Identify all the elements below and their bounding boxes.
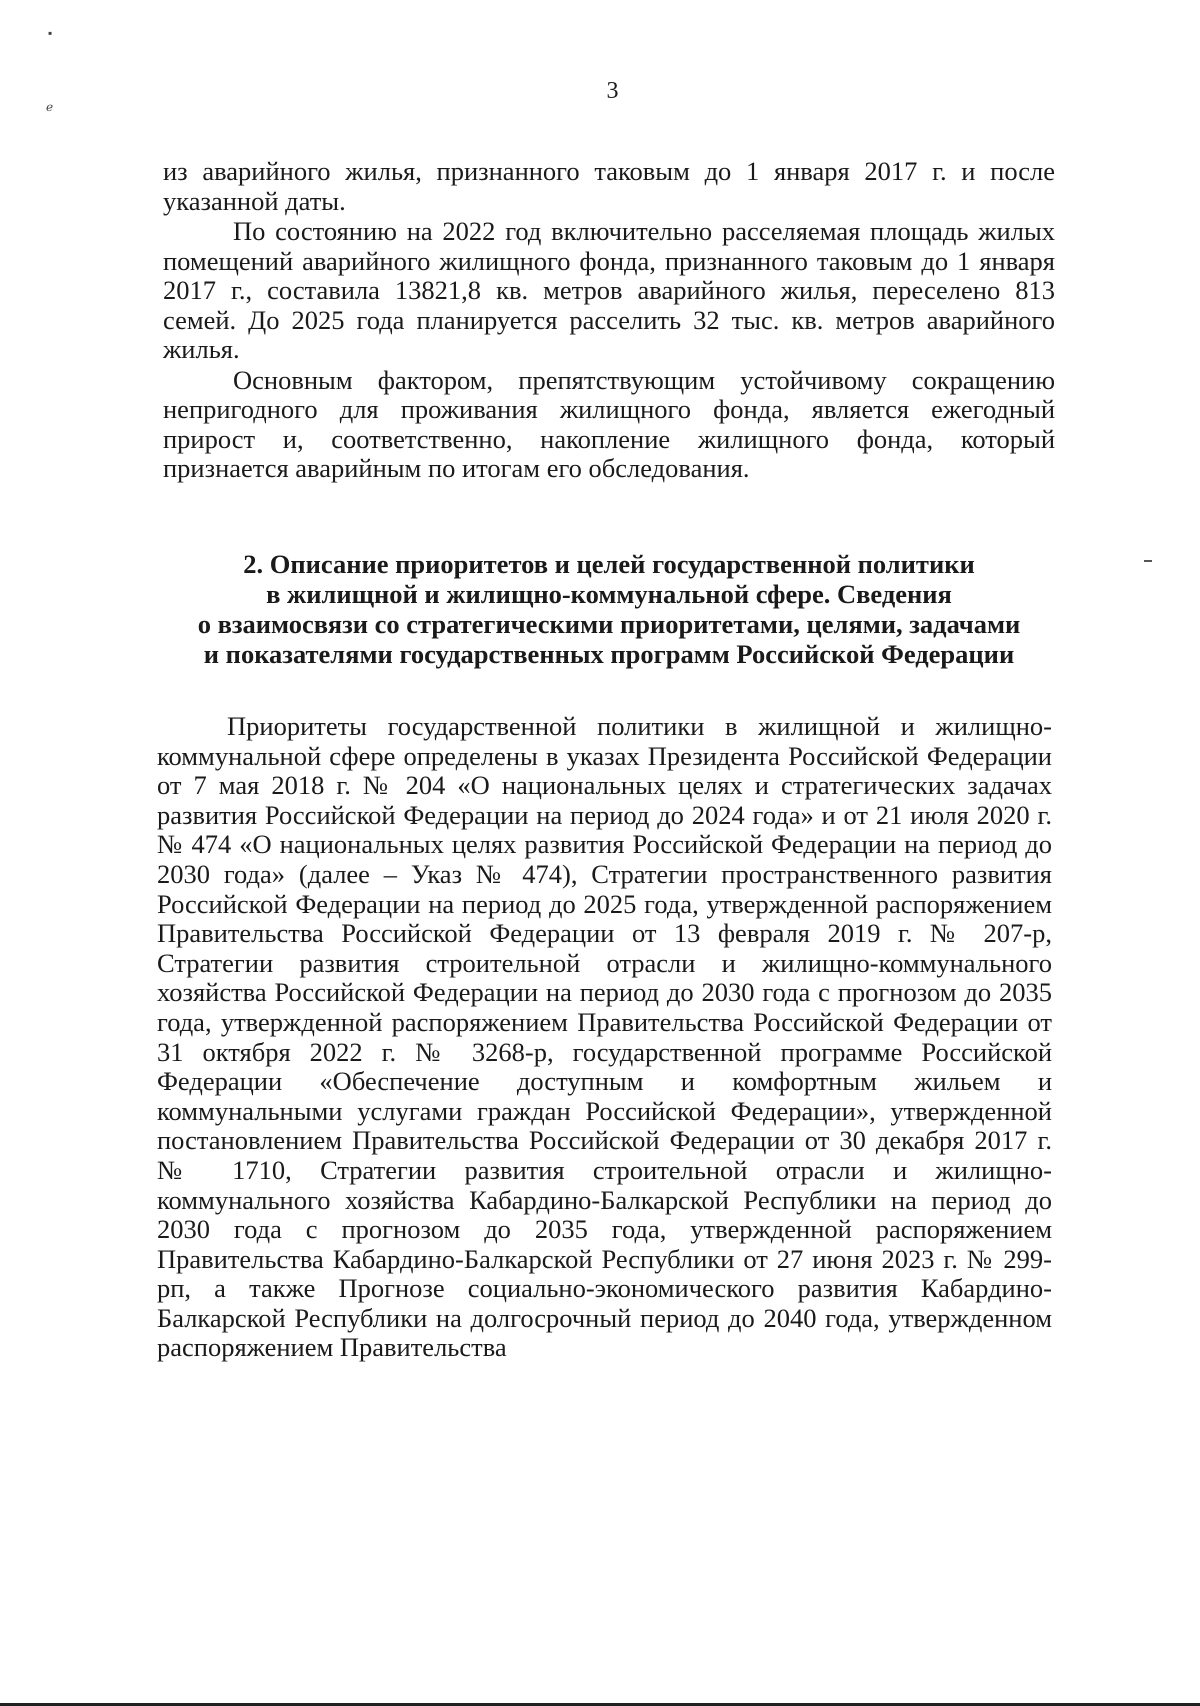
- page-number: 3: [606, 78, 619, 104]
- scan-mark: [1144, 560, 1152, 562]
- scan-mark: ▪: [48, 26, 53, 40]
- intro-text: [163, 157, 1055, 484]
- section-heading: [163, 549, 1055, 669]
- paragraph: из аварийного жилья, признанного таковым до 1 января 2017 г. и после указанной даты.: [163, 156, 1055, 216]
- heading-line: в жилищной и жилищно-коммунальной сфере. Сведения: [266, 579, 952, 609]
- scan-mark: ℯ: [46, 100, 54, 114]
- paragraph: Приоритеты государственной политики в жилищной и жилищно-коммунальной сфере определены в указах Президента Российской Федерации от 7 мая 2018 г. № 204 «О национальных целях и стратегических задачах развития Российской Федерации на период до 2024 года» и от 21 июля 2020 г. № 474 «О национальных целях развития Российской Федерации на период до 2030 года» (далее – Указ № 474), Стратегии пространственного развития Российской Федерации на период до 2025 года, утвержденной распоряжением Правительства Российской Федерации от 13 февраля 2019 г. № 207-р, Стратегии развития строительной отрасли и жилищно-коммунального хозяйства Российской Федерации на период до 2030 года с прогнозом до 2035 года, утвержденной распоряжением Правительства Российской Федерации от 31 октября 2022 г. № 3268-р, государственной программе Российской Федерации «Обеспечение доступным и комфортным жильем и коммунальными услугами граждан Российской Федерации», утвержденной постановлением Правительства Российской Федерации от 30 декабря 2017 г. № 1710, Стратегии развития строительной отрасли и жилищно-коммунального хозяйства Кабардино-Балкарской Республики на период до 2030 года с прогнозом до 2035 года, утвержденной распоряжением Правительства Кабардино-Балкарской Республики от 27 июня 2023 г. № 299-рп, а также Прогнозе социально-экономического развития Кабардино-Балкарской Республики на долгосрочный период до 2040 года, утвержденном распоряжением Правительства: [157, 711, 1052, 1363]
- heading-line: о взаимосвязи со стратегическими приоритетами, целями, задачами: [197, 609, 1021, 639]
- heading-line: 2. Описание приоритетов и целей государственной политики: [243, 549, 975, 579]
- paragraph: Основным фактором, препятствующим устойчивому сокращению непригодного для проживания жилищного фонда, является ежегодный прирост и, соответственно, накопление жилищного фонда, который признается аварийным по итогам его обследования.: [163, 364, 1055, 483]
- section-text: [157, 712, 1052, 1363]
- paragraph: По состоянию на 2022 год включительно расселяемая площадь жилых помещений аварийного жилищного фонда, признанного таковым до 1 января 2017 г., составила 13821,8 кв. метров аварийного жилья, переселено 813 семей. До 2025 года планируется расселить 32 тыс. кв. метров аварийного жилья.: [163, 216, 1055, 364]
- heading-line: и показателями государственных программ Российской Федерации: [203, 639, 1015, 669]
